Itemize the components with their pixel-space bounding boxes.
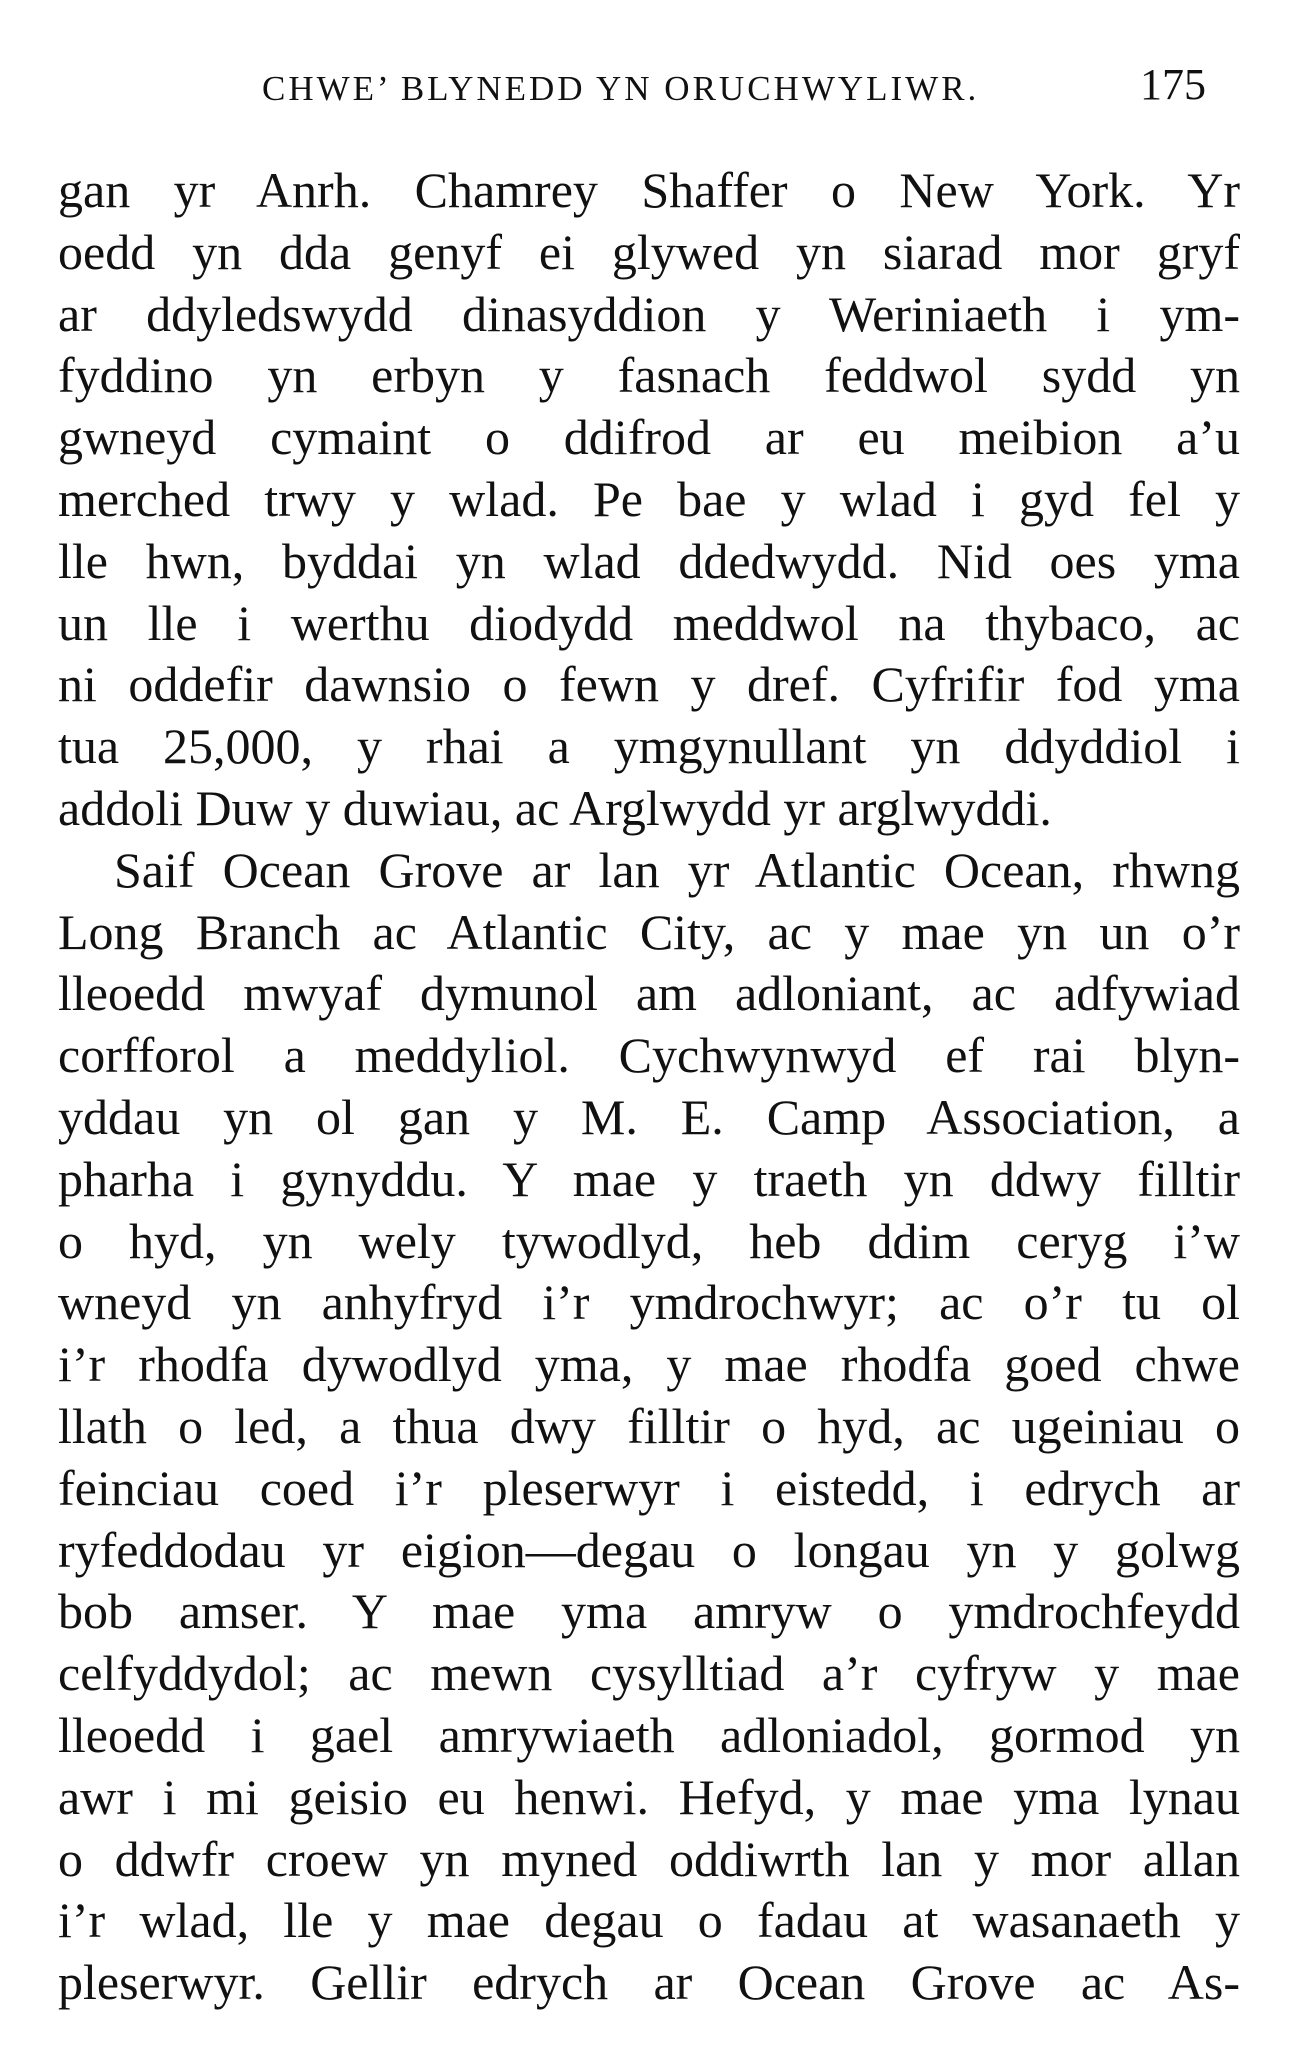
text-line: feinciau coed i’r pleserwyr i eistedd, i edrych ar (58, 1459, 1240, 1516)
text-line: gwneyd cymaint o ddifrod ar eu meibion a’u (58, 409, 1240, 466)
text-line: wneyd yn anhyfryd i’r ymdrochwyr; ac o’r tu ol (58, 1274, 1240, 1331)
text-line: merched trwy y wlad. Pe bae y wlad i gyd fel y (58, 470, 1240, 527)
text-line: addoli Duw y duwiau, ac Arglwydd yr arglwyddi. (58, 779, 1052, 836)
text-line: Saif Ocean Grove ar lan yr Atlantic Ocean, rhwng (114, 841, 1240, 898)
text-line: tua 25,000, y rhai a ymgynullant yn ddyddiol i (58, 718, 1240, 775)
text-line: pharha i gynyddu. Y mae y traeth yn ddwy filltir (58, 1150, 1240, 1207)
text-line: llath o led, a thua dwy filltir o hyd, ac ugeiniau o (58, 1397, 1240, 1454)
paragraph-1 (58, 160, 1240, 840)
text-line: awr i mi geisio eu henwi. Hefyd, y mae yma lynau (58, 1768, 1240, 1825)
running-head: CHWE’ BLYNEDD YN ORUCHWYLIWR. (262, 69, 980, 108)
text-line: ar ddyledswydd dinasyddion y Weriniaeth i ym- (58, 285, 1240, 342)
text-line: lle hwn, byddai yn wlad ddedwydd. Nid oes yma (58, 532, 1240, 589)
text-line: un lle i werthu diodydd meddwol na thybaco, ac (58, 594, 1240, 651)
text-line: ryfeddodau yr eigion—degau o longau yn y golwg (58, 1521, 1240, 1578)
text-line: yddau yn ol gan y M. E. Camp Association, a (58, 1088, 1240, 1145)
text-line: lleoedd i gael amrywiaeth adloniadol, gormod yn (58, 1706, 1240, 1763)
text-line: oedd yn dda genyf ei glywed yn siarad mor gryf (58, 223, 1240, 280)
paragraph-2 (58, 840, 1240, 2014)
text-line: i’r rhodfa dywodlyd yma, y mae rhodfa goed chwe (58, 1336, 1240, 1393)
text-line: pleserwyr. Gellir edrych ar Ocean Grove ac As- (58, 1954, 1240, 2011)
text-line: celfyddydol; ac mewn cysylltiad a’r cyfryw y mae (58, 1645, 1240, 1702)
body-text (58, 160, 1240, 2014)
text-line: ni oddefir dawnsio o fewn y dref. Cyfrifir fod yma (58, 656, 1240, 713)
text-line: lleoedd mwyaf dymunol am adloniant, ac adfywiad (58, 965, 1240, 1022)
text-line: o ddwfr croew yn myned oddiwrth lan y mor allan (58, 1830, 1240, 1887)
text-line: bob amser. Y mae yma amryw o ymdrochfeydd (58, 1583, 1240, 1640)
text-line: Long Branch ac Atlantic City, ac y mae yn un o’r (58, 903, 1240, 960)
text-line: i’r wlad, lle y mae degau o fadau at wasanaeth y (58, 1892, 1240, 1949)
text-line: gan yr Anrh. Chamrey Shaffer o New York. Yr (58, 162, 1240, 218)
text-line: o hyd, yn wely tywodlyd, heb ddim ceryg i’w (58, 1212, 1240, 1269)
text-line: corfforol a meddyliol. Cychwynwyd ef rai blyn- (58, 1027, 1240, 1084)
page-number: 175 (1140, 60, 1206, 109)
text-line: fyddino yn erbyn y fasnach feddwol sydd yn (58, 347, 1240, 404)
